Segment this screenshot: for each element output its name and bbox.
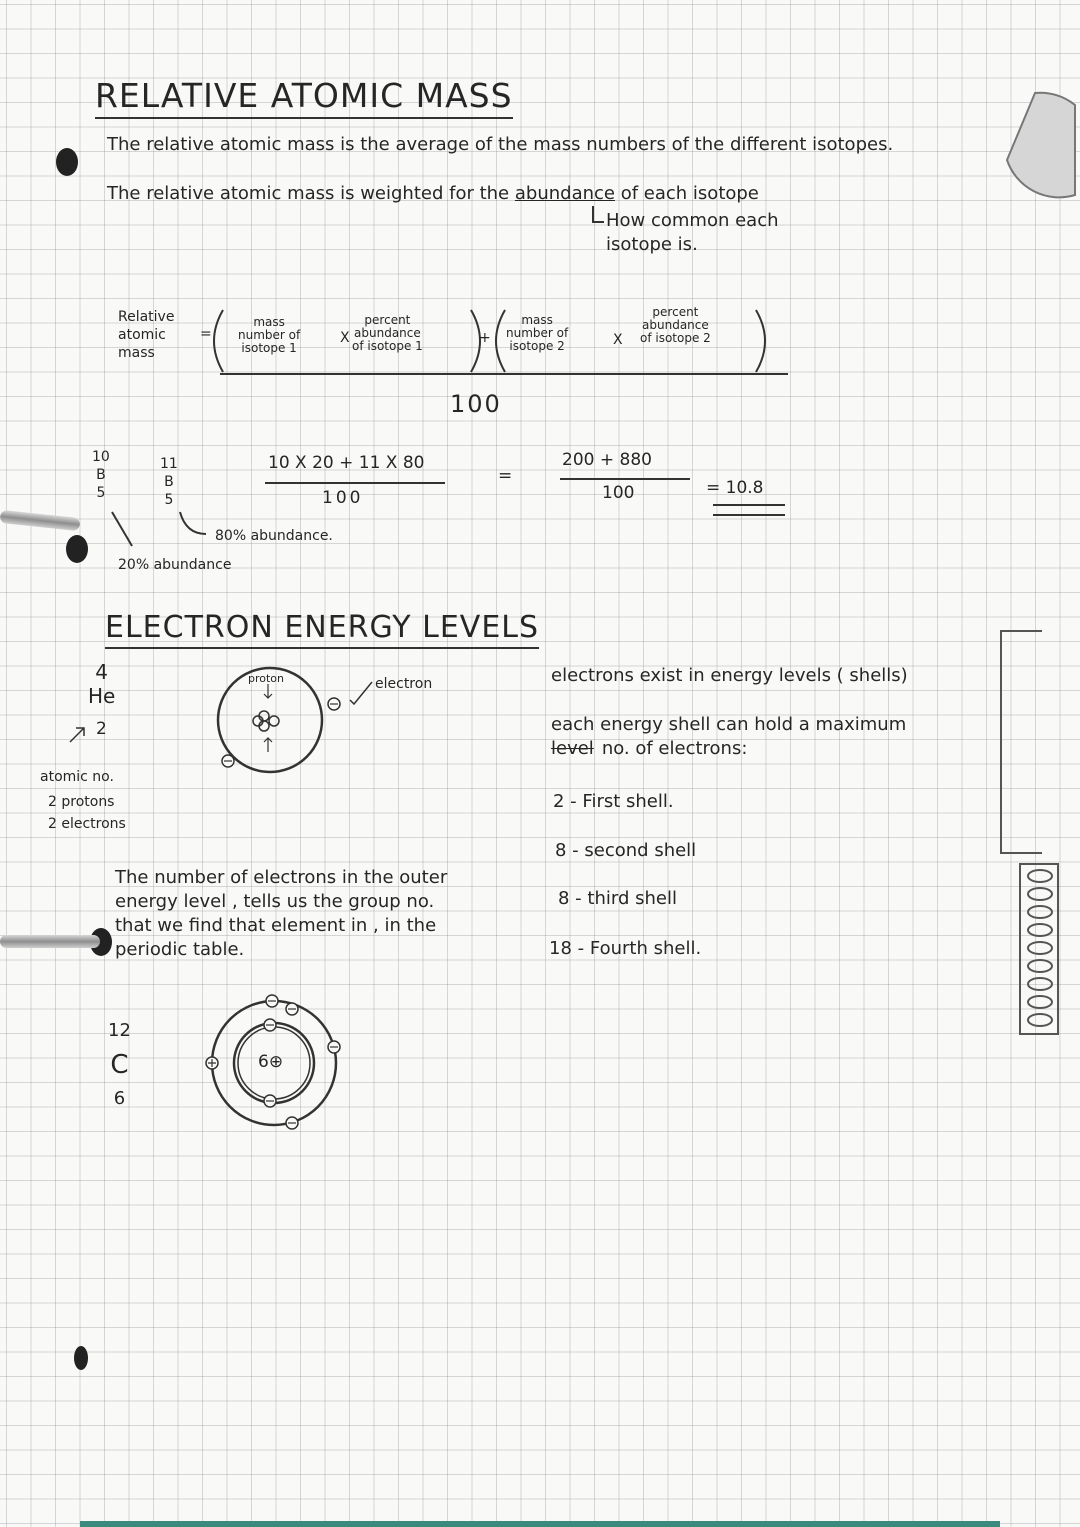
formula-lhs: Relative atomic mass	[118, 309, 175, 361]
definition-average: The relative atomic mass is the average of the mass numbers of the different isotopes.	[107, 134, 894, 155]
shell-row-2: 8 - second shell	[555, 840, 697, 861]
example-sum-numerator: 200 + 880	[562, 450, 652, 470]
carbon-symbol: 12 C 6	[108, 1020, 131, 1109]
electrons-note: 2 electrons	[48, 816, 126, 832]
result-underline	[713, 504, 785, 506]
formula-equals: =	[200, 326, 212, 342]
abundance-20: 20% abundance	[118, 557, 232, 573]
proton-label: proton	[248, 672, 285, 685]
binder-hole	[56, 148, 78, 176]
arrow-atomic-number	[68, 724, 88, 744]
protons-note: 2 protons	[48, 794, 115, 810]
shell-capacity-line2: level no. of electrons:	[551, 738, 748, 759]
definition-weighted: The relative atomic mass is weighted for the abundance of each isotope	[107, 183, 759, 204]
fraction-bar	[220, 373, 788, 375]
shell-row-3: 8 - third shell	[558, 888, 677, 909]
tab-edge	[80, 1521, 1000, 1527]
binder-hole	[74, 1346, 88, 1370]
helium-symbol: 4 He	[88, 660, 116, 708]
divider-tab	[1000, 630, 1042, 854]
example-equals: =	[498, 466, 513, 486]
example-sum-bar	[560, 478, 690, 480]
plus-sign: +	[479, 330, 491, 346]
abundance-note-line1: How common each	[606, 210, 779, 231]
isotope-boron-11: 11 B 5	[160, 456, 178, 508]
outer-electrons-note: The number of electrons in the outer energy level , tells us the group no. that we find that element in , in the periodic table.	[115, 867, 448, 960]
abundance-note-line2: isotope is.	[606, 234, 698, 255]
arrow-80-percent	[178, 510, 208, 540]
term-percent-abundance-isotope-2: percent abundance of isotope 2	[640, 305, 711, 345]
binding-coil	[1020, 862, 1080, 1042]
formula-bracket-right	[752, 306, 772, 376]
section-title-electron-energy-levels: ELECTRON ENERGY LEVELS	[105, 610, 539, 649]
binder-ring	[0, 935, 100, 948]
section-title-relative-atomic-mass: RELATIVE ATOMIC MASS	[95, 76, 513, 119]
arrow-20-percent	[110, 510, 140, 550]
example-numerator: 10 X 20 + 11 X 80	[268, 453, 425, 473]
shell-row-1: 2 - First shell.	[553, 791, 674, 812]
example-result: = 10.8	[706, 478, 764, 498]
abundance-word: abundance	[514, 183, 615, 204]
helium-atom-diagram	[210, 672, 350, 802]
note-arrow	[590, 204, 606, 228]
example-fraction-bar	[265, 482, 445, 484]
times-sign-2: X	[613, 332, 623, 348]
example-sum-denominator: 100	[602, 483, 635, 503]
shell-capacity-line1: each energy shell can hold a maximum	[551, 714, 907, 735]
term-percent-abundance-isotope-1: percent abundance of isotope 1	[352, 313, 423, 353]
abundance-80: 80% abundance.	[215, 528, 333, 544]
term-mass-number-isotope-2: mass number of isotope 2	[506, 313, 569, 353]
electrons-exist-note: electrons exist in energy levels ( shells)	[551, 665, 908, 686]
corner-sticker	[995, 85, 1075, 205]
formula-denominator: 100	[450, 390, 502, 418]
binder-hole	[66, 535, 88, 563]
carbon-nucleus: 6⊕	[258, 1052, 284, 1072]
example-denominator: 100	[322, 488, 364, 508]
isotope-boron-10: 10 B 5	[92, 449, 110, 501]
shell-row-4: 18 - Fourth shell.	[549, 938, 702, 959]
electron-pointer	[346, 680, 376, 704]
electron-label: electron	[375, 676, 433, 692]
term-mass-number-isotope-1: mass number of isotope 1	[238, 315, 301, 355]
binder-ring	[0, 510, 80, 531]
atomic-no-label: atomic no.	[40, 769, 114, 785]
result-underline	[713, 514, 785, 516]
times-sign-1: X	[340, 330, 350, 346]
helium-atomic-number: 2	[96, 719, 107, 739]
